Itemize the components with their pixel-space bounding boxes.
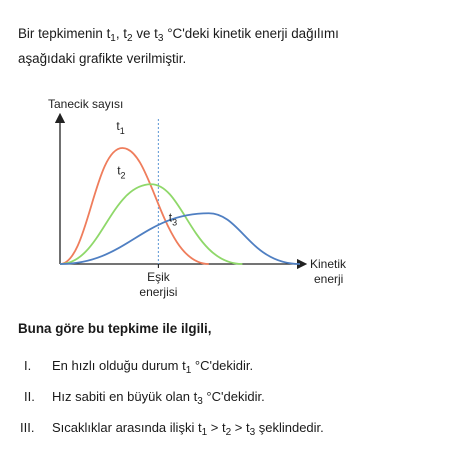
x-axis-label-line2: enerji: [314, 272, 344, 286]
statement-text: [52, 389, 265, 407]
subscript: 1: [110, 33, 116, 44]
question-text: Buna göre bu tepkime ile ilgili,: [18, 321, 212, 336]
subscript: 1: [185, 365, 192, 376]
subscript: 3: [249, 427, 256, 438]
x-axis-label-line1: Kinetik: [310, 257, 347, 271]
statement-number: I.: [24, 358, 32, 373]
subscript: 2: [225, 427, 232, 438]
intro-part: °C'deki kinetik enerji dağılımı: [163, 26, 339, 41]
curve-label-t2: $t_2$: [117, 163, 126, 181]
curves-group: [60, 119, 300, 264]
intro-part: , t: [115, 26, 128, 41]
subscript: 3: [197, 396, 203, 407]
statement-text: [52, 420, 324, 438]
intro-line-2: aşağıdaki grafikte verilmiştir.: [18, 51, 187, 66]
statement-part: şeklindedir.: [255, 420, 324, 435]
threshold-label-line1: Eşik: [147, 270, 170, 284]
statement-number: III.: [20, 420, 35, 435]
statement-part: > t: [231, 420, 250, 435]
subscript: 3: [157, 33, 164, 44]
statement-part: °C'dekidir.: [202, 389, 265, 404]
threshold-label-line2: enerjisi: [139, 285, 178, 299]
statement-part: En hızlı olduğu durum t: [52, 358, 186, 373]
curve-label-t3: $t_3$: [168, 210, 178, 228]
curve-t1: [60, 148, 209, 264]
intro-part: Bir tepkimenin t: [18, 26, 111, 41]
statement-number: II.: [24, 389, 35, 404]
curve-label-t1: $t_1$: [116, 119, 125, 136]
statement-part: °C'dekidir.: [191, 358, 254, 373]
subscript: 1: [201, 427, 208, 438]
statement-part: > t: [207, 420, 226, 435]
statement-part: Sıcaklıklar arasında ilişki t: [52, 420, 202, 435]
y-axis-label: Tanecik sayısı: [48, 97, 124, 111]
intro-part: ve t: [132, 26, 158, 41]
subscript: 2: [127, 33, 133, 44]
statement-part: Hız sabiti en büyük olan t: [52, 389, 198, 404]
curve-t2: [60, 184, 242, 264]
statement-text: [52, 358, 254, 376]
